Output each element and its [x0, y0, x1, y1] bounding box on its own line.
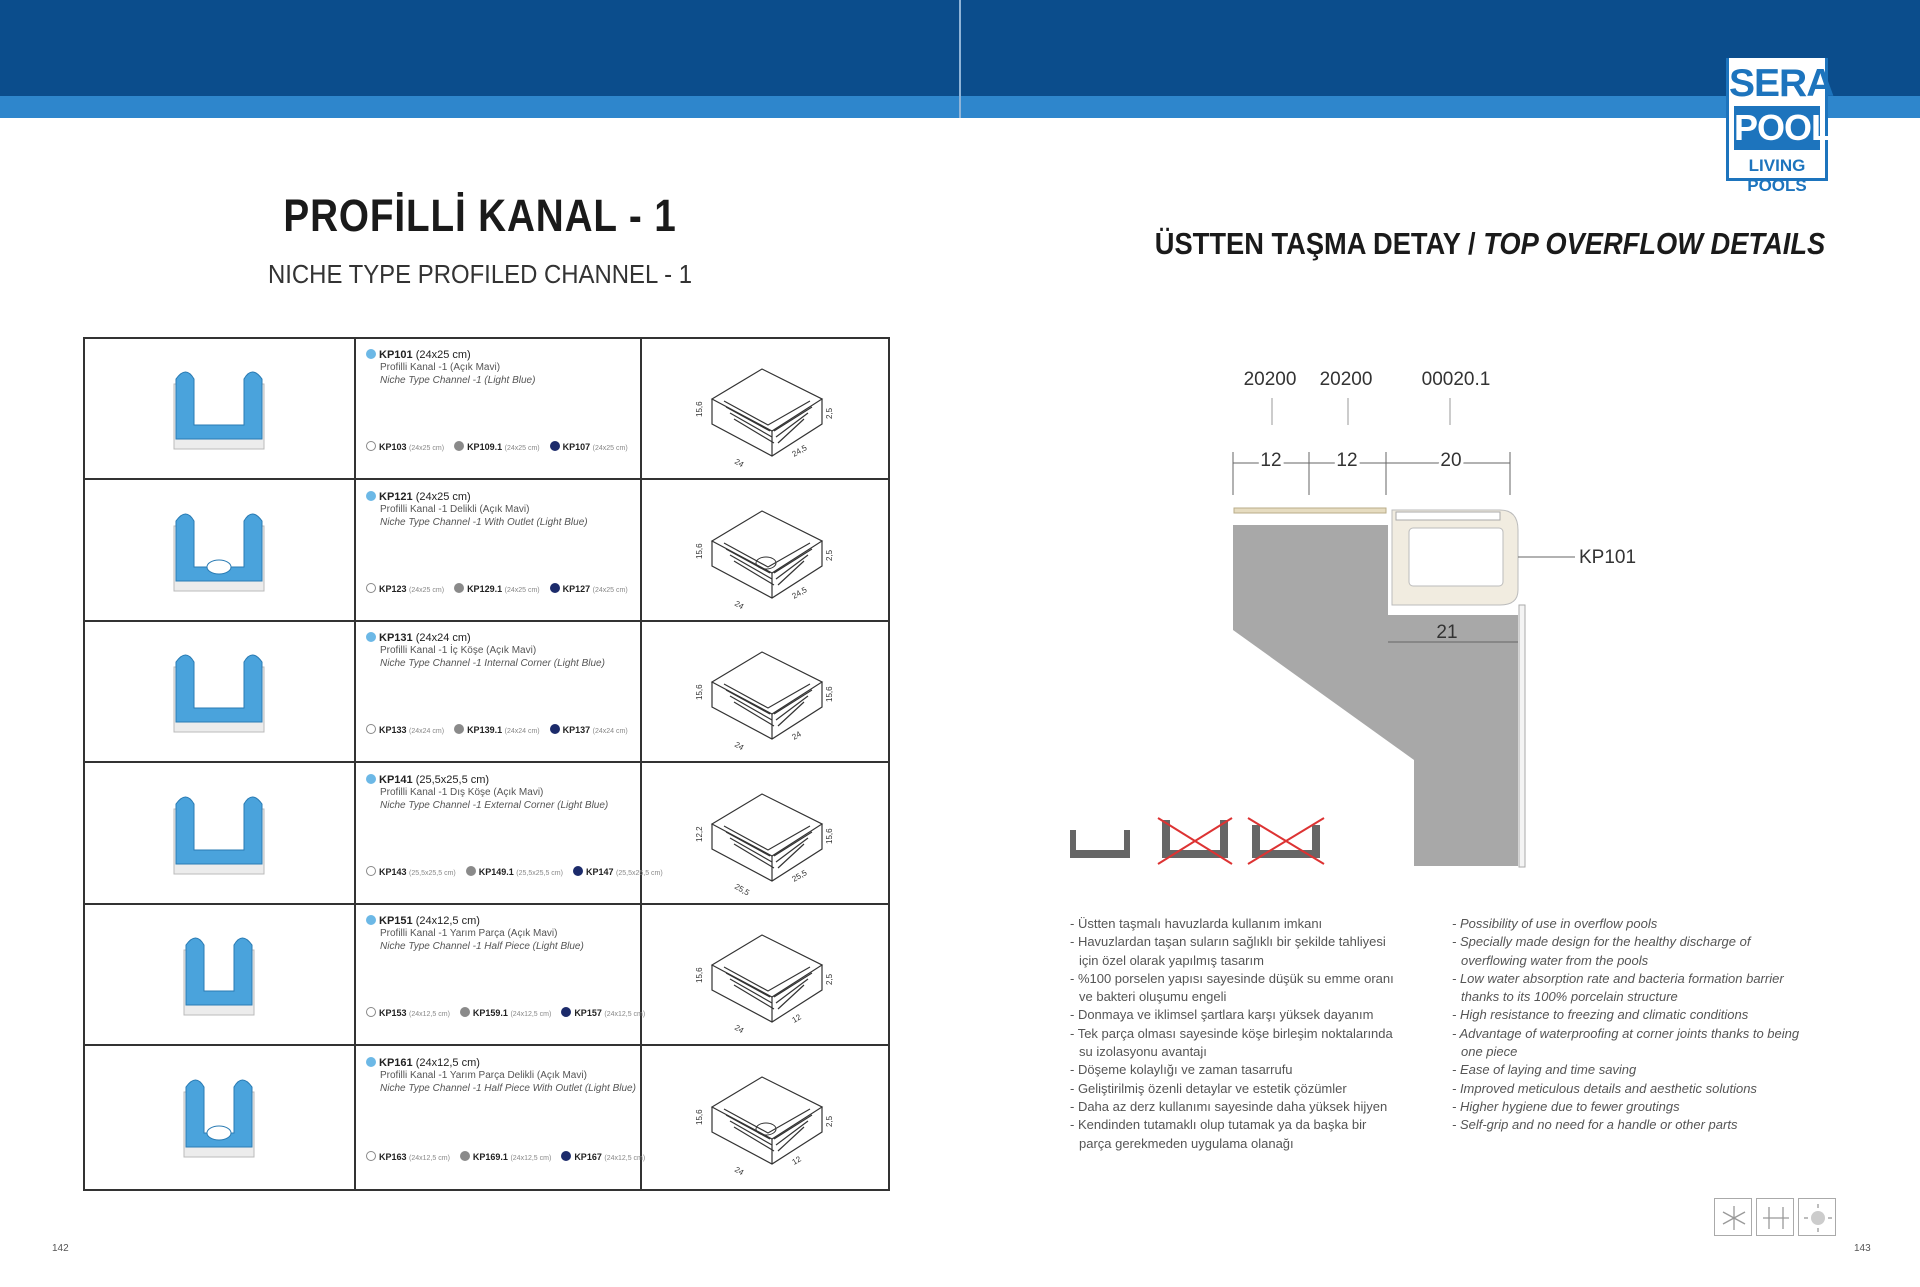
variant-size: (24x12,5 cm) [510, 1011, 552, 1018]
variant-code: KP169.1 [472, 1152, 508, 1162]
product-row [85, 481, 888, 622]
feature-item: - Kendinden tutamaklı olup tutamak ya da başka bir parça gerekmeden uygulama olanağı [1070, 1117, 1367, 1151]
feature-item: - Havuzlardan taşan suların sağlıklı bir şekilde tahliyesi için özel olarak yapılmış tasarım [1070, 934, 1386, 968]
feature-item: - Low water absorption rate and bacteria formation barrier thanks to its 100% porcelain structure [1452, 970, 1784, 1005]
product-code-line [366, 632, 640, 644]
variant [454, 441, 540, 452]
product-name-tr: Profilli Kanal -1 İç Köşe (Açık Mavi) [380, 645, 537, 656]
product-name-en: Niche Type Channel -1 Half Piece (Light Blue) [380, 941, 584, 952]
product-row [85, 905, 888, 1046]
variant-size: (24x25 cm) [504, 445, 540, 452]
drawing-depth-label: 12 [790, 1012, 803, 1025]
product-table [83, 337, 890, 1191]
technical-drawing-icon [642, 339, 888, 480]
page-number-left: 142 [52, 1243, 69, 1254]
wrong-profile-icon-1 [1158, 818, 1232, 864]
drawing-lip-label: 15,6 [825, 828, 834, 844]
technical-drawing-icon [642, 764, 888, 905]
grey-swatch [460, 1007, 470, 1017]
drawing-width-label: 24 [733, 456, 746, 470]
drawing-width-label: 24 [733, 1022, 746, 1036]
drawing-width-label: 24 [733, 598, 746, 612]
variant-code: KP107 [562, 442, 591, 452]
variant [550, 724, 628, 735]
variant-code: KP127 [562, 584, 591, 594]
variant [366, 724, 444, 735]
serapool-logo [1726, 58, 1834, 195]
variant [366, 441, 444, 452]
variant-size: (24x25 cm) [409, 587, 445, 594]
overflow-detail-diagram [1060, 360, 1637, 880]
product-size: (24x24 cm) [415, 632, 471, 644]
light-blue-swatch [366, 349, 376, 359]
variant-size: (24x12,5 cm) [604, 1011, 646, 1018]
product-row [85, 339, 888, 480]
light-blue-swatch [366, 491, 376, 501]
features-list-en [1452, 915, 1812, 1135]
variant-size: (24x25 cm) [592, 587, 628, 594]
feature-item: - Improved meticulous details and aesthetic solutions [1452, 1080, 1757, 1096]
variant-size: (24x12,5 cm) [409, 1011, 450, 1018]
technical-drawing-cell [642, 1047, 888, 1188]
navy-swatch [550, 724, 560, 734]
product-variants [366, 441, 638, 452]
product-size: (25,5x25,5 cm) [415, 774, 490, 786]
navy-swatch [550, 441, 560, 451]
grey-swatch [454, 441, 464, 451]
product-name-tr: Profilli Kanal -1 Dış Köşe (Açık Mavi) [380, 787, 544, 798]
variant-code: KP137 [562, 725, 591, 735]
light-blue-swatch [366, 632, 376, 642]
light-blue-swatch [366, 774, 376, 784]
dimension-label-2: 12 [1336, 450, 1358, 471]
drawing-lip-label: 2,5 [825, 407, 834, 419]
technical-drawing-icon [642, 1047, 888, 1188]
product-code-line [366, 1057, 640, 1069]
variant-code: KP153 [379, 1008, 407, 1018]
feature-item: - Donmaya ve iklimsel şartlara karşı yüksek dayanım [1070, 1007, 1374, 1023]
variant [366, 1007, 450, 1018]
product-size: (24x25 cm) [415, 349, 471, 361]
drawing-depth-label: 24,5 [790, 585, 809, 601]
drawing-height-label: 15,6 [695, 967, 704, 983]
feature-item: - Ease of laying and time saving [1452, 1062, 1637, 1078]
variant-code: KP143 [379, 867, 407, 877]
navy-swatch [561, 1007, 571, 1017]
drawing-depth-label: 25,5 [790, 868, 809, 884]
product-name-tr: Profilli Kanal -1 Yarım Parça (Açık Mavi) [380, 928, 558, 939]
product-code: KP131 [379, 632, 413, 644]
uv-resistance-icon [1798, 1198, 1836, 1236]
variant-size: (24x25 cm) [409, 445, 445, 452]
product-name-en: Niche Type Channel -1 Internal Corner (Light Blue) [380, 658, 605, 669]
technical-drawing-icon [642, 481, 888, 622]
product-row [85, 764, 888, 905]
channel-gutter [1409, 528, 1503, 586]
code-label-1: 20200 [1243, 369, 1297, 390]
feature-item: - Üstten taşmalı havuzlarda kullanım imkanı [1070, 916, 1323, 931]
product-name-en: Niche Type Channel -1 With Outlet (Light Blue) [380, 517, 588, 528]
product-info-cell [356, 481, 640, 620]
variant-code: KP109.1 [467, 442, 503, 452]
technical-drawing-icon [642, 905, 888, 1046]
variant-size: (25,5x25,5 cm) [409, 870, 456, 877]
variant-size: (25,5x25,5 cm) [516, 870, 563, 877]
product-code-line [366, 915, 640, 927]
variant-code: KP159.1 [472, 1008, 508, 1018]
channel-photo-icon [85, 339, 354, 480]
variant [460, 1007, 551, 1018]
feature-item: - Döşeme kolaylığı ve zaman tasarrufu [1070, 1062, 1293, 1078]
part-label-kp101: KP101 [1579, 547, 1637, 568]
feature-item: - %100 porselen yapısı sayesinde düşük su emme oranı ve bakteri oluşumu engeli [1070, 970, 1394, 1005]
drawing-height-label: 12,2 [695, 826, 704, 842]
variant-size: (24x25 cm) [592, 445, 628, 452]
variant-code: KP133 [379, 725, 407, 735]
product-variants [366, 1151, 655, 1162]
variant-code: KP149.1 [478, 867, 514, 877]
drawing-height-label: 15,6 [695, 1109, 704, 1125]
product-code: KP161 [379, 1057, 413, 1069]
variant-code: KP123 [379, 584, 407, 594]
navy-swatch [550, 583, 560, 593]
variant-code: KP157 [574, 1008, 602, 1018]
feature-item: - High resistance to freezing and climatic conditions [1452, 1007, 1749, 1023]
variant [460, 1151, 551, 1162]
product-variants [366, 1007, 655, 1018]
variant-size: (24x24 cm) [504, 728, 540, 735]
variant-size: (24x24 cm) [592, 728, 628, 735]
technical-drawing-cell [642, 905, 888, 1044]
drawing-width-label: 24 [733, 739, 746, 753]
logo-sera-text: SERA [1729, 62, 1834, 105]
white-swatch [366, 441, 376, 451]
detail-title-en: TOP OVERFLOW DETAILS [1483, 226, 1826, 261]
dimension-label-3: 20 [1440, 450, 1462, 471]
channel-photo-icon [85, 481, 354, 622]
variant [454, 583, 540, 594]
variant-code: KP139.1 [467, 725, 503, 735]
drawing-depth-label: 12 [790, 1154, 803, 1167]
variant-size: (24x12,5 cm) [510, 1155, 552, 1162]
white-swatch [366, 583, 376, 593]
variant [466, 866, 563, 877]
side-tile [1519, 605, 1525, 867]
product-row [85, 622, 888, 763]
grey-swatch [454, 583, 464, 593]
variant-code: KP163 [379, 1152, 407, 1162]
product-variants [366, 866, 673, 877]
product-code: KP141 [379, 774, 413, 786]
drawing-lip-label: 2,5 [825, 549, 834, 561]
variant-code: KP147 [585, 867, 614, 877]
channel-photo-icon [85, 764, 354, 905]
features-list-tr [1070, 915, 1400, 1153]
drawing-depth-label: 24,5 [790, 443, 809, 459]
variant-code: KP167 [574, 1152, 602, 1162]
white-swatch [366, 1007, 376, 1017]
product-info-cell [356, 764, 663, 903]
variant-size: (25,5x25,5 cm) [616, 870, 663, 877]
wrong-profile-icon-2 [1248, 818, 1324, 864]
variant [561, 1007, 645, 1018]
product-variants [366, 724, 638, 735]
product-photo-cell [85, 1047, 354, 1188]
drawing-lip-label: 2,5 [825, 1115, 834, 1127]
drawing-height-label: 15,6 [695, 401, 704, 417]
product-info-cell [356, 339, 640, 478]
variant [550, 441, 628, 452]
floor-tiles [1234, 508, 1386, 513]
grey-swatch [460, 1151, 470, 1161]
product-size: (24x12,5 cm) [415, 1057, 480, 1069]
property-icons [1714, 1198, 1840, 1236]
product-code: KP151 [379, 915, 413, 927]
detail-title [1129, 226, 1851, 262]
product-name-tr: Profilli Kanal -1 (Açık Mavi) [380, 362, 501, 373]
product-code-line [366, 491, 640, 503]
product-name-tr: Profilli Kanal -1 Yarım Parça Delikli (Açık Mavi) [380, 1070, 587, 1081]
channel-photo-icon [85, 622, 354, 763]
feature-item: - Possibility of use in overflow pools [1452, 916, 1658, 931]
variant-size: (24x12,5 cm) [604, 1155, 646, 1162]
page-fold [959, 0, 961, 118]
detail-title-tr: ÜSTTEN TAŞMA DETAY / [1154, 226, 1484, 261]
technical-drawing-cell [642, 622, 888, 761]
product-name-en: Niche Type Channel -1 Half Piece With Outlet (Light Blue) [380, 1083, 636, 1094]
product-photo-cell [85, 905, 354, 1044]
drawing-width-label: 24 [733, 1164, 746, 1178]
variant-size: (24x12,5 cm) [409, 1155, 450, 1162]
product-code: KP121 [379, 491, 413, 503]
product-photo-cell [85, 764, 354, 903]
product-variants [366, 583, 638, 594]
code-label-3: 00020.1 [1421, 369, 1491, 390]
drawing-width-label: 25,5 [733, 881, 751, 898]
variant [454, 724, 540, 735]
feature-item: - Daha az derz kullanımı sayesinde daha yüksek hijyen [1070, 1098, 1388, 1114]
drawing-lip-label: 15,6 [825, 686, 834, 702]
channel-photo-icon [85, 1047, 354, 1188]
frost-resistance-icon [1714, 1198, 1752, 1236]
technical-drawing-cell [642, 339, 888, 478]
product-photo-cell [85, 339, 354, 478]
product-code-line [366, 774, 640, 786]
top-banner [0, 0, 1920, 118]
navy-swatch [561, 1151, 571, 1161]
drawing-height-label: 15,6 [695, 543, 704, 559]
feature-item: - Advantage of waterproofing at corner joints thanks to being one piece [1452, 1025, 1800, 1060]
variant-size: (24x24 cm) [409, 728, 445, 735]
product-size: (24x12,5 cm) [415, 915, 480, 927]
page-number-right: 143 [1854, 1243, 1871, 1254]
feature-item: - Self-grip and no need for a handle or other parts [1452, 1117, 1738, 1133]
code-label-2: 20200 [1319, 369, 1373, 390]
feature-item: - Higher hygiene due to fewer groutings [1452, 1098, 1680, 1114]
feature-item: - Geliştirilmiş özenli detaylar ve estetik çözümler [1070, 1080, 1347, 1096]
product-photo-cell [85, 481, 354, 620]
drawing-depth-label: 24 [790, 729, 803, 742]
slip-resistance-icon [1756, 1198, 1794, 1236]
variant-size: (24x25 cm) [504, 587, 540, 594]
product-photo-cell [85, 622, 354, 761]
product-name-en: Niche Type Channel -1 (Light Blue) [380, 375, 536, 386]
light-blue-swatch [366, 1057, 376, 1067]
white-swatch [366, 1151, 376, 1161]
correct-profile-icon [1070, 830, 1130, 858]
drawing-height-label: 15,6 [695, 684, 704, 700]
light-blue-swatch [366, 915, 376, 925]
page-title: PROFİLLİ KANAL - 1 [283, 190, 677, 241]
channel-grate [1396, 512, 1500, 520]
feature-item: - Specially made design for the healthy discharge of overflowing water from the pools [1452, 934, 1751, 968]
product-info-cell [356, 905, 646, 1044]
variant-code: KP103 [379, 442, 407, 452]
dimension-label-4: 21 [1436, 622, 1458, 643]
variant [366, 583, 444, 594]
grey-swatch [466, 866, 476, 876]
logo-tagline: LIVING POOLS [1747, 156, 1807, 195]
product-row [85, 1047, 888, 1188]
product-code-line [366, 349, 640, 361]
product-info-cell [356, 1047, 646, 1188]
dimension-label-1: 12 [1260, 450, 1282, 471]
variant [366, 1151, 450, 1162]
product-name-tr: Profilli Kanal -1 Delikli (Açık Mavi) [380, 504, 530, 515]
product-size: (24x25 cm) [415, 491, 471, 503]
feature-item: - Tek parça olması sayesinde köşe birleşim noktalarında su izolasyonu avantajı [1070, 1025, 1393, 1060]
product-code: KP101 [379, 349, 413, 361]
grey-swatch [454, 724, 464, 734]
variant [366, 866, 456, 877]
channel-photo-icon [85, 905, 354, 1046]
page-subtitle: NICHE TYPE PROFILED CHANNEL - 1 [267, 259, 693, 289]
navy-swatch [573, 866, 583, 876]
product-info-cell [356, 622, 640, 761]
product-name-en: Niche Type Channel -1 External Corner (Light Blue) [380, 800, 609, 811]
technical-drawing-cell [642, 764, 888, 903]
logo-pool-text: POOL [1734, 107, 1833, 148]
technical-drawing-icon [642, 622, 888, 763]
drawing-lip-label: 2,5 [825, 973, 834, 985]
white-swatch [366, 724, 376, 734]
white-swatch [366, 866, 376, 876]
variant [561, 1151, 645, 1162]
technical-drawing-cell [642, 481, 888, 620]
variant-code: KP129.1 [467, 584, 503, 594]
variant [550, 583, 628, 594]
